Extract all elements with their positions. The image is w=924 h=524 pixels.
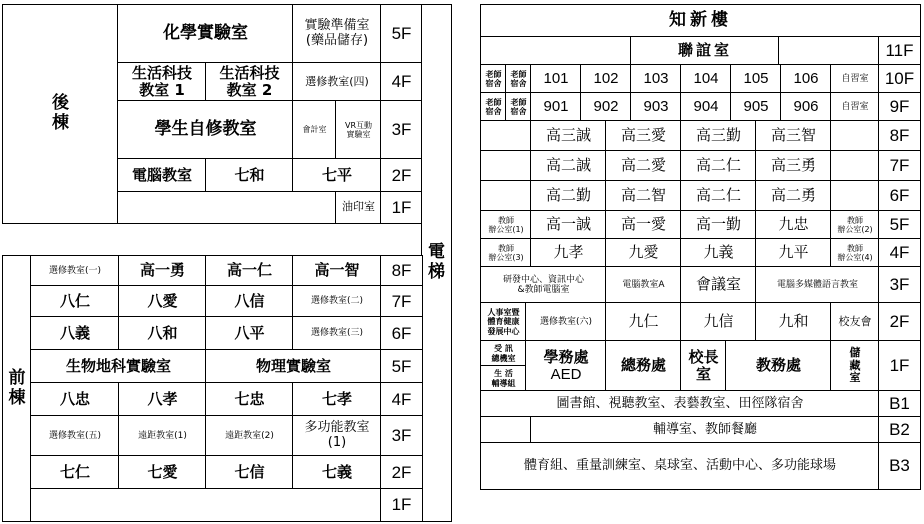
floor-label-6f: 6F <box>380 316 423 351</box>
bio-earth-lab: 生物地科實驗室 <box>30 349 207 384</box>
floor-label-b2: B2 <box>878 416 921 444</box>
room-905: 905 <box>730 92 782 122</box>
principal-office: 校長 室 <box>680 340 727 392</box>
floor-label-5f: 5F <box>878 210 921 240</box>
class-eight-ping: 八平 <box>205 316 294 351</box>
class-nine-xiao: 九孝 <box>530 238 607 268</box>
elective-3: 選修教室(三) <box>292 316 382 351</box>
floor-label-11f: 11F <box>878 36 921 66</box>
class-g10-zhi: 高一智 <box>292 255 382 287</box>
storage-room: 儲 藏 室 <box>830 340 880 392</box>
floor-label-8f: 8F <box>380 255 423 287</box>
floor-label-2f: 2F <box>380 158 423 193</box>
floor-label-4f: 4F <box>380 62 423 102</box>
floor-label-3f: 3F <box>380 415 423 457</box>
teacher-office-1: 教師 辦公室(1) <box>480 210 532 240</box>
building-title: 知新樓 <box>480 4 921 38</box>
floor-label-4f: 4F <box>878 238 921 268</box>
class-g11-ren: 高二仁 <box>680 180 757 212</box>
11f-empty-left <box>480 36 632 66</box>
multimedia-language-room: 電腦多媒體語言教室 <box>755 266 880 304</box>
reception-switchboard: 受 訊 總機室 <box>480 340 527 367</box>
remote-room-2: 遠距教室(2) <box>205 415 294 457</box>
floor-label-7f: 7F <box>878 150 921 182</box>
class-seven-ai: 七愛 <box>118 455 207 490</box>
floor-label-3f: 3F <box>878 266 921 304</box>
floor-label-10f: 10F <box>878 64 921 94</box>
floor-label-b1: B1 <box>878 390 921 418</box>
student-affairs-label: 學務處 <box>543 347 589 366</box>
front-building-label: 前 棟 <box>2 255 32 522</box>
basement-1: 圖書館、視聽教室、表藝教室、田徑隊宿舍 <box>480 390 880 418</box>
multi-purpose-room-1: 多功能教室 (1) <box>292 415 382 457</box>
class-g12-zhi: 高三智 <box>755 120 832 152</box>
room-901: 901 <box>530 92 582 122</box>
class-g10-cheng: 高一誠 <box>530 210 607 240</box>
teacher-dorm: 老師 宿舍 <box>505 92 532 122</box>
11f-empty-right <box>778 36 880 66</box>
floor-label-6f: 6F <box>878 180 921 212</box>
prep-room: 實驗準備室 (藥品儲存) <box>292 4 382 64</box>
floor-label-9f: 9F <box>878 92 921 122</box>
rear-building-label: 後 棟 <box>2 4 119 224</box>
teacher-office-4: 教師 辦公室(4) <box>830 238 880 268</box>
class-g10-qin: 高一勤 <box>680 210 757 240</box>
physics-lab: 物理實驗室 <box>205 349 382 384</box>
room-103: 103 <box>630 64 682 94</box>
6f-empty-right <box>830 180 880 212</box>
self-study-room: 自習室 <box>830 92 880 122</box>
room-902: 902 <box>580 92 632 122</box>
floor-label-5f: 5F <box>380 4 423 64</box>
class-nine-ai: 九愛 <box>605 238 682 268</box>
teacher-office-2: 教師 辦公室(2) <box>830 210 880 240</box>
self-study-room: 自習室 <box>830 64 880 94</box>
class-seven-xiao: 七孝 <box>292 382 382 417</box>
b2-empty <box>480 416 532 444</box>
class-g11-yong: 高二勇 <box>755 180 832 212</box>
class-nine-xin: 九信 <box>680 302 757 342</box>
class-eight-he: 八和 <box>118 316 207 351</box>
class-eight-yi: 八義 <box>30 316 120 351</box>
class-seven-zhong: 七忠 <box>205 382 294 417</box>
computer-room-a: 電腦教室A <box>605 266 682 304</box>
class-eight-xin: 八信 <box>205 285 294 318</box>
floor-label-b3: B3 <box>878 442 921 490</box>
class-g10-ren: 高一仁 <box>205 255 294 287</box>
room-101: 101 <box>530 64 582 94</box>
chem-lab: 化學實驗室 <box>117 4 294 64</box>
room-106: 106 <box>780 64 832 94</box>
meeting-room: 會議室 <box>680 266 757 304</box>
floor-label-3f: 3F <box>380 100 423 160</box>
class-eight-ai: 八愛 <box>118 285 207 318</box>
academic-affairs-office: 教務處 <box>725 340 832 392</box>
elevator: 電 梯 <box>421 4 452 522</box>
front-1f-empty <box>30 488 382 522</box>
student-affairs-office <box>525 340 607 392</box>
class-seven-xin: 七信 <box>205 455 294 490</box>
teacher-office-3: 教師 辦公室(3) <box>480 238 532 268</box>
class-eight-zhong: 八忠 <box>30 382 120 417</box>
class-seven-ren: 七仁 <box>30 455 120 490</box>
class-nine-zhong: 九忠 <box>755 210 832 240</box>
room-904: 904 <box>680 92 732 122</box>
class-nine-he: 九和 <box>755 302 832 342</box>
class-g10-ai: 高一愛 <box>605 210 682 240</box>
room-104: 104 <box>680 64 732 94</box>
computer-room: 電腦教室 <box>117 158 207 193</box>
friendship-room: 聯誼室 <box>630 36 780 66</box>
elective-5: 選修教室(五) <box>30 415 120 457</box>
floor-label-5f: 5F <box>380 349 423 384</box>
class-nine-ping: 九平 <box>755 238 832 268</box>
class-g12-cheng: 高三誠 <box>530 120 607 152</box>
floor-label-7f: 7F <box>380 285 423 318</box>
class-nine-ren: 九仁 <box>605 302 682 342</box>
aed-label: AED <box>550 366 582 383</box>
class-g11-ai: 高二愛 <box>605 150 682 182</box>
6f-empty <box>480 180 532 212</box>
basement-3: 體育組、重量訓練室、桌球室、活動中心、多功能球場 <box>480 442 880 490</box>
floor-label-2f: 2F <box>878 302 921 342</box>
vr-lab: VR互動 實驗室 <box>335 100 382 160</box>
basement-2: 輔導室、教師餐廳 <box>530 416 880 444</box>
7f-empty-right <box>830 150 880 182</box>
elective-6: 選修教室(六) <box>525 302 607 342</box>
class-seven-yi: 七義 <box>292 455 382 490</box>
self-study-room: 學生自修教室 <box>117 100 294 160</box>
elective-2: 選修教室(二) <box>292 285 382 318</box>
floor-label-1f: 1F <box>380 488 423 522</box>
8f-empty-right <box>830 120 880 152</box>
class-eight-xiao: 八孝 <box>118 382 207 417</box>
room-903: 903 <box>630 92 682 122</box>
life-guidance-unit: 生 活 輔導組 <box>480 365 527 392</box>
class-g12-yong: 高三勇 <box>755 150 832 182</box>
class-g12-qin: 高三勤 <box>680 120 757 152</box>
general-affairs-office: 總務處 <box>605 340 682 392</box>
class-seven-ping: 七平 <box>292 158 382 193</box>
personnel-office: 人事室暨 體育健康 發展中心 <box>480 302 527 342</box>
life-tech-1: 生活科技 教室 1 <box>117 62 207 102</box>
class-seven-he: 七和 <box>205 158 294 193</box>
8f-empty <box>480 120 532 152</box>
teacher-dorm: 老師 宿舍 <box>480 64 507 94</box>
alumni-association: 校友會 <box>830 302 880 342</box>
elective-1: 選修教室(一) <box>30 255 120 287</box>
7f-empty <box>480 150 532 182</box>
floor-label-1f: 1F <box>380 191 423 224</box>
floor-label-8f: 8F <box>878 120 921 152</box>
room-906: 906 <box>780 92 832 122</box>
class-g10-yong: 高一勇 <box>118 255 207 287</box>
room-102: 102 <box>580 64 632 94</box>
elective-4: 選修教室(四) <box>292 62 382 102</box>
floor-label-2f: 2F <box>380 455 423 490</box>
oil-print-room: 油印室 <box>335 191 382 224</box>
teacher-dorm: 老師 宿舍 <box>505 64 532 94</box>
rear-1f-empty <box>117 191 337 224</box>
remote-room-1: 遠距教室(1) <box>118 415 207 457</box>
floor-label-4f: 4F <box>380 382 423 417</box>
class-g12-ai: 高三愛 <box>605 120 682 152</box>
floor-label-1f: 1F <box>878 340 921 392</box>
class-eight-ren: 八仁 <box>30 285 120 318</box>
class-g11-zhi: 高二智 <box>605 180 682 212</box>
room-105: 105 <box>730 64 782 94</box>
life-tech-2: 生活科技 教室 2 <box>205 62 294 102</box>
research-info-center: 研發中心、資訊中心 &教師電腦室 <box>480 266 607 304</box>
class-nine-yi: 九義 <box>680 238 757 268</box>
class-g11-qin: 高二勤 <box>530 180 607 212</box>
class-g11-cheng: 高二誠 <box>530 150 607 182</box>
accounting-office: 會計室 <box>292 100 337 160</box>
teacher-dorm: 老師 宿舍 <box>480 92 507 122</box>
class-g11-ren: 高二仁 <box>680 150 757 182</box>
